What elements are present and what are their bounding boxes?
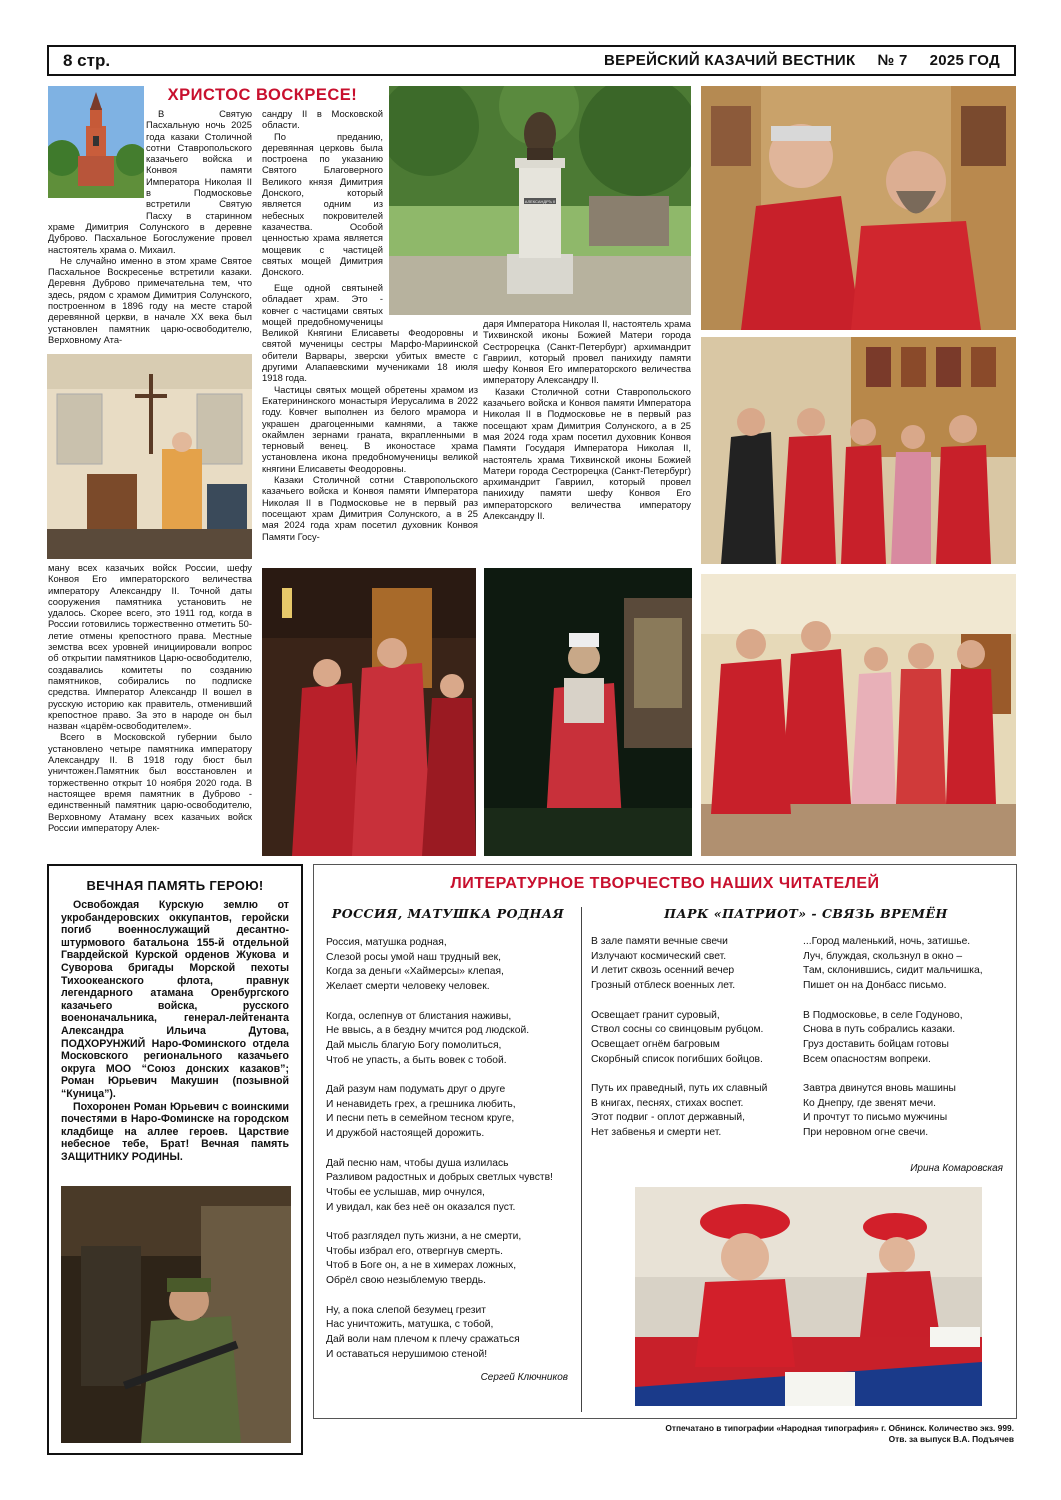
article-title: ХРИСТОС ВОСКРЕСЕ! (167, 86, 358, 104)
article-paragraph: Еще одной святыней обладает храм. Это - ковчег с частицами святых мощей предобномученицы Великой Княгини Елисаветы Феодоровны и святой мученицы сестры Марфо-Мариинской обители Варвары, зверски убитых вместе с другими Алапаевскими мучениками 18 июля 1918 года. (262, 282, 478, 384)
night-cossack-photo (484, 568, 692, 856)
imprint-responsible: Отв. за выпуск В.А. Подъячев (888, 1434, 1014, 1444)
article-paragraph: ману всех казачьих войск России, шефу Конвоя Его императорского величества императору Александру II. Точной даты сооружения памятника установить не удалось. Скорее всего, это 1911 год, когда в России готовились торжественно отметить 50-летие отмены крепостного права. Местные земства всех уровней инициировали вопрос об открытии памятников Царю-освободителю, создавались комитеты по созданию памятников, собирались по подписке средства. Император Александр II вошел в русскую историю как правитель, отменивший крепостное право. За это в народе он был назван «царём-освободителем». (48, 562, 252, 732)
hero-portrait-photo (61, 1186, 291, 1443)
article-column-2 (262, 108, 383, 306)
article-paragraph: В Святую Пасхальную ночь 2025 года казаки Столичной сотни Ставропольского казачьего войска и Конвоя памяти Императора Николая II в Подмосковье встретили Святую Пасху в старинном храме Димитрия Солунского в деревне Дуброво. Пасхальное Богослужение провел настоятель храма о. Михаил. (48, 108, 252, 255)
memorial-paragraph: Похоронен Роман Юрьевич с воинскими почестями в Наро-Фоминске на городском кладбище на аллее героев. Царствие небесное тебе, Брат! Вечная память ЗАЩИТНИКУ РОДИНЫ. (61, 1100, 289, 1163)
poem-2-text-right (803, 935, 1008, 1156)
cossacks-in-church-photo (701, 337, 1016, 564)
poem-stanza: Путь их праведный, путь их славный В книгах, песнях, стихах воспет. Этот подвиг - оплот державный, Нет забвенья и смерти нет. (591, 1083, 768, 1139)
article-column-1-bottom (48, 562, 252, 854)
column-divider (581, 907, 582, 1412)
article-column-3 (483, 318, 691, 553)
monument-photo (389, 86, 691, 315)
poem-stanza: ...Город маленький, ночь, затишье. Луч, блуждая, скользнул в окно – Там, склонившись, сидит мальчишка, Пишет он на Донбасс письмо. (803, 936, 983, 992)
poem-stanza: В Подмосковье, в селе Годуново, Снова в путь собрались казаки. Груз доставить бойцам готовы Всем опасностям вопреки. (803, 1009, 963, 1065)
poem-stanza: Дай разум нам подумать друг о друге И ненавидеть грех, а грешника любить, И песни петь в семейном тесном круге, И дружбой настоящей дорожить. (326, 1084, 516, 1140)
article-paragraph: Всего в Московской губернии было установлено четыре памятника императору Александру II. В 1918 году бюст был уничтожен.Памятник был восстановлен и торжественно открыт 10 ноября 2020 года. В настоящее время памятник в Дуброво - единственный памятник царю-освободителю, Верховному Атаману всех казачьих войск России императору Алек- (48, 731, 252, 833)
article-paragraph: Казаки Столичной сотни Ставропольского казачьего войска и Конвоя памяти Императора Николая II в Подмосковье не в первый раз посещают храм Димитрия Солунского, а в 25 мая 2024 года храм посетил духовник Конвоя Памяти Госу- (262, 474, 478, 542)
cossack-and-priest-photo (701, 86, 1016, 330)
poem-2-title: ПАРК «ПАТРИОТ» - СВЯЗЬ ВРЕМЁН (664, 906, 948, 921)
poem-2-author: Ирина Комаровская (910, 1163, 1003, 1174)
article-paragraph: Не случайно именно в этом храме Святое Пасхальное Воскресенье встретили казаки. Деревня Дуброво примечательна тем, что здесь, рядом с храмом Димитрия Солунского, построенном в 1896 году на месте старой деревянной церкви, в начале XX века был установлен памятник царю-освободителю, Верховному Ата- (48, 254, 252, 345)
poem-stanza: Чтоб разглядел путь жизни, а не смерти, Чтобы избрал его, отвергнув смерть. Чтоб в Боге он, а не в химерах ложных, Обрёл свою незыблемую твердь. (326, 1231, 522, 1287)
article-paragraph: сандру II в Московской области. (262, 108, 383, 131)
poem-1-title: РОССИЯ, МАТУШКА РОДНАЯ (331, 906, 565, 921)
article-paragraph: Частицы святых мощей обретены храмом из Екатерининского монастыря Иерусалима в 2022 году. Ковчег выполнен из белого мрамора и украшен драгоценными камнями, а также окаймлен зернами граната, вкрапленными в терновый венец. В иконостасе храма установлена икона предобномученицы великой княгини Елисаветы Феодоровны. (262, 383, 478, 474)
poem-1-author: Сергей Ключников (480, 1372, 568, 1383)
article-paragraph: Казаки Столичной сотни Ставропольского казачьего войска и Конвоя памяти Императора Николая II в Подмосковье не в первый раз посещают храм Димитрия Солунского, а в 25 мая 2024 года храм посетил духовник Конвоя Памяти Государя Императора Николая II, настоятель храма Тихвинской иконы Божией Матери города Сестрорецка (Санкт-Петербург) архимандрит Гавриил, который провел панихиду памяти шефу Конвоя Его императорского величества императору Александру II. (483, 385, 691, 522)
memorial-box (47, 864, 303, 1455)
imprint (665, 1423, 1014, 1445)
poem-stanza: Освещает гранит суровый, Ствол сосны со свинцовым рубцом. Освещает огнём багровым Скорбный список погибших бойцов. (591, 1009, 764, 1065)
memorial-title: ВЕЧНАЯ ПАМЯТЬ ГЕРОЮ! (86, 878, 264, 893)
issue-number: № 7 (877, 52, 908, 69)
page-number: 8 стр. (63, 50, 111, 70)
imprint-printing: Отпечатано в типографии «Народная типография» г. Обнинск. Количество экз. 999. (665, 1423, 1014, 1433)
article-column-2-lower (262, 282, 478, 554)
cadets-writing-letters-photo (635, 1187, 982, 1406)
poem-2-text-left (591, 935, 796, 1156)
issue-year: 2025 ГОД (929, 52, 1000, 69)
poem-stanza: Россия, матушка родная, Слезой росы умой наш трудный век, Когда за деньги «Хаймерсы» клепая, Желает смерти человеку человек. (326, 937, 504, 993)
liturgy-priests-photo (262, 568, 476, 856)
newspaper-title: ВЕРЕЙСКИЙ КАЗАЧИЙ ВЕСТНИК (604, 52, 856, 69)
literature-title: ЛИТЕРАТУРНОЕ ТВОРЧЕСТВО НАШИХ ЧИТАТЕЛЕЙ (450, 875, 880, 892)
article-paragraph: даря Императора Николая II, настоятель храма Тихвинской иконы Божией Матери города Сестрорецка (Санкт-Петербург) архимандрит Гавриил, который провел панихиду памяти шефу Конвоя Его императорского величества императору Александру II. (483, 318, 691, 386)
cossacks-parishioners-photo (701, 574, 1016, 856)
poem-stanza: Дай песню нам, чтобы душа излилась Разливом радостных и добрых светлых чувств! Чтобы ее услышав, мир очнулся, И увидал, как без неё он оказался пуст. (326, 1157, 553, 1213)
poem-stanza: Ну, а пока слепой безумец грезит Нас уничтожить, матушка, с тобой, Дай воли нам плечом к плечу сражаться И оставаться нерушимою стеной! (326, 1304, 520, 1360)
article-column-1-top (48, 108, 252, 350)
poem-1-text (326, 936, 576, 1377)
page-header (47, 45, 1016, 76)
poem-stanza: Когда, ослепнув от блистания наживы, Не ввысь, а в бездну мчится род людской. Дай мысль благую Богу помолиться, Чтоб не упасть, а быть вовек с тобой. (326, 1010, 530, 1066)
memorial-text (61, 899, 289, 1163)
poem-stanza: В зале памяти вечные свечи Излучают космический свет. И летит сквозь осенний вечер Грозный отблеск военных лет. (591, 936, 736, 992)
poem-stanza: Завтра двинутся вновь машины Ко Днепру, где звенят мечи. И прочтут то письмо мужчины При неровном огне свечи. (803, 1083, 956, 1139)
memorial-paragraph: Освобождая Курскую землю от укробандеровских оккупантов, геройски погиб военнослужащий десантно-штурмового батальона 155-й отдельной Гвардейской Курской орденов Жукова и Суворова бригады Морской пехоты Тихоокеанского флота, правнук легендарного атамана Оренбургского казачьего войска, русского военоначальника, генерал-лейтенанта Александра Ильича Дутова, ПОДХОРУНЖИЙ Наро-Фоминского отдела Московского регионального казачьего округа МОО “Союз донских казаков”; Роман Юрьевич Макушин (позывной “Куница”). (61, 899, 289, 1100)
church-interior-priest-photo (47, 354, 252, 559)
monument-plaque-text: АЛЕКСАНДРЪ II (524, 199, 556, 204)
article-paragraph: По преданию, деревянная церковь была построена по указанию Святого Благоверного Великого князя Димитрия Донского, который является одним из небесных покровителей казачества. Особой ценностью храма является мощевик с частицей святых мощей Димитрия Донского. (262, 130, 383, 278)
